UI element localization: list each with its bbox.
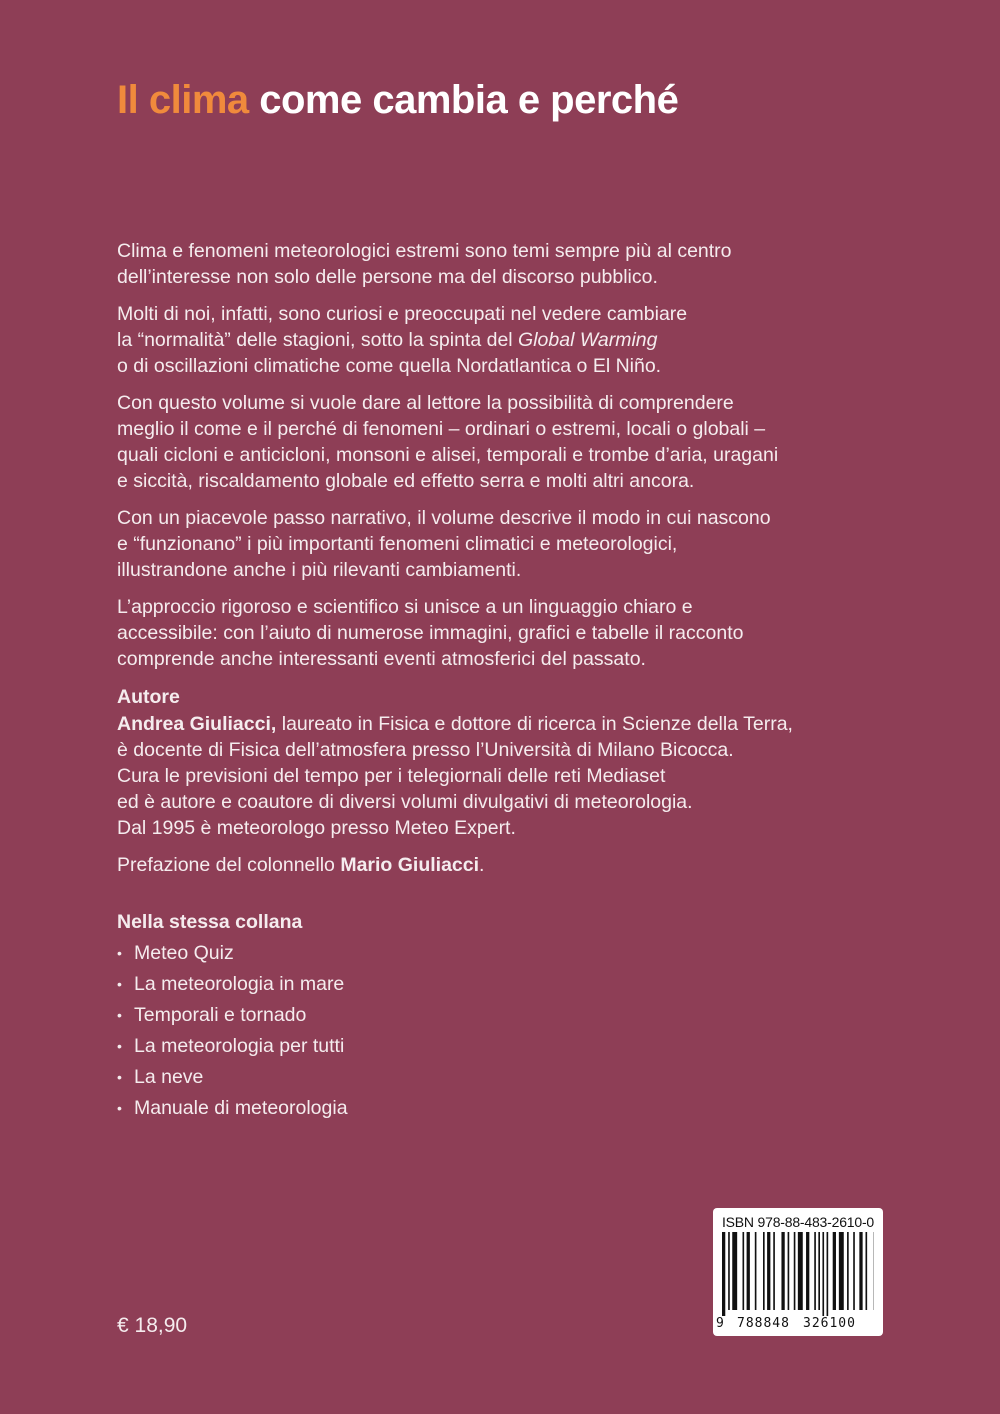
text-line: comprende anche interessanti eventi atmosferici del passato. — [117, 648, 646, 670]
series-list — [117, 938, 897, 1124]
barcode-bar — [747, 1232, 750, 1310]
series-title: La meteorologia per tutti — [134, 1035, 345, 1057]
series-title: Meteo Quiz — [134, 942, 234, 964]
text-line: accessibile: con l’aiuto di numerose immagini, grafici e tabelle il racconto — [117, 622, 744, 644]
series-heading: Nella stessa collana — [117, 911, 303, 933]
text-line: meglio il come e il perché di fenomeni – ordinari o estremi, locali o globali – — [117, 418, 766, 440]
text-segment: la “normalità” delle stagioni, sotto la spinta del — [117, 329, 519, 351]
barcode-bar — [839, 1232, 844, 1310]
list-item — [117, 1093, 897, 1124]
barcode-bar — [847, 1232, 849, 1310]
series-title: Manuale di meteorologia — [134, 1097, 348, 1119]
text-line: Con questo volume si vuole dare al lettore la possibilità di comprendere — [117, 392, 734, 414]
text-line: e siccità, riscaldamento globale ed effetto serra e molti altri ancora. — [117, 470, 695, 492]
barcode-bar — [794, 1232, 796, 1310]
description-paragraph-4 — [117, 505, 897, 583]
list-item — [117, 938, 897, 969]
barcode-bar — [853, 1232, 855, 1310]
barcode-bar — [755, 1232, 757, 1310]
barcode-bar — [773, 1232, 775, 1310]
list-item — [117, 1000, 897, 1031]
text-line: Molti di noi, infatti, sono curiosi e preoccupati nel vedere cambiare — [117, 303, 688, 325]
text-line: è docente di Fisica dell’atmosfera presso l’Università di Milano Bicocca. — [117, 739, 734, 761]
barcode-bar — [827, 1232, 829, 1316]
title-rest: come cambia e perché — [259, 78, 679, 122]
book-title — [117, 78, 678, 123]
text-segment: laureato in Fisica e dottore di ricerca in Scienze della Terra, — [276, 713, 793, 735]
series-title: La meteorologia in mare — [134, 973, 345, 995]
text-segment: Prefazione del colonnello — [117, 854, 341, 876]
preface-author-name: Mario Giuliacci — [340, 854, 480, 876]
price: € 18,90 — [117, 1314, 188, 1337]
preface-line — [117, 852, 897, 878]
bullet-icon: • — [117, 945, 122, 961]
bullet-icon: • — [117, 1069, 122, 1085]
isbn-label: ISBN 978-88-483-2610-0 — [721, 1214, 875, 1230]
barcode-bar — [763, 1232, 765, 1310]
italic-term: Global Warming — [518, 329, 658, 351]
barcode-bar — [781, 1232, 784, 1310]
title-accent: Il clima — [117, 78, 249, 122]
description-paragraph-1 — [117, 238, 897, 290]
text-segment: . — [479, 854, 485, 876]
list-item — [117, 1062, 897, 1093]
barcode-bar — [732, 1232, 737, 1310]
description-paragraph-2 — [117, 301, 897, 379]
list-item — [117, 1031, 897, 1062]
preface-credit — [117, 852, 897, 878]
text-line: o di oscillazioni climatiche come quella Nordatlantica o El Niño. — [117, 355, 662, 377]
barcode-bar — [743, 1232, 745, 1310]
description-paragraph-5 — [117, 594, 897, 672]
barcode-bar — [814, 1232, 816, 1310]
barcode-bar — [822, 1232, 824, 1316]
text-line: dell’interesse non solo delle persone ma del discorso pubblico. — [117, 266, 658, 288]
barcode-icon — [722, 1232, 874, 1316]
bullet-icon: • — [117, 1007, 122, 1023]
bullet-icon: • — [117, 976, 122, 992]
barcode-bar — [788, 1232, 790, 1310]
barcode-bar — [818, 1232, 820, 1310]
author-name: Andrea Giuliacci, — [117, 713, 277, 735]
text-line: Cura le previsioni del tempo per i telegiornali delle reti Mediaset — [117, 765, 666, 787]
back-cover-text — [117, 238, 897, 1124]
author-bio-first-line — [117, 711, 897, 737]
bullet-icon: • — [117, 1038, 122, 1054]
barcode-bar — [798, 1232, 803, 1310]
author-bio — [117, 711, 897, 841]
barcode-bar — [728, 1232, 730, 1310]
barcode-bar — [859, 1232, 862, 1310]
text-line: ed è autore e coautore di diversi volumi divulgativi di meteorologia. — [117, 791, 693, 813]
description-paragraph-3 — [117, 390, 897, 494]
isbn-barcode — [713, 1208, 883, 1336]
author-heading: Autore — [117, 686, 180, 708]
series-title: La neve — [134, 1066, 204, 1088]
list-item — [117, 969, 897, 1000]
text-line-with-italic — [117, 327, 897, 353]
barcode-bar — [806, 1232, 809, 1310]
text-line: e “funzionano” i più importanti fenomeni climatici e meteorologici, — [117, 533, 678, 555]
barcode-bar — [767, 1232, 770, 1310]
bullet-icon: • — [117, 1100, 122, 1116]
barcode-bar — [866, 1232, 868, 1310]
barcode-bar — [722, 1232, 725, 1316]
text-line: Clima e fenomeni meteorologici estremi sono temi sempre più al centro — [117, 240, 732, 262]
ean-right-digits: 326100 — [803, 1316, 856, 1331]
text-line: Dal 1995 è meteorologo presso Meteo Expert. — [117, 817, 516, 839]
barcode-bar — [833, 1232, 836, 1310]
text-line: quali cicloni e anticicloni, monsoni e alisei, temporali e trombe d’aria, uragani — [117, 444, 779, 466]
text-line: Con un piacevole passo narrativo, il volume descrive il modo in cui nascono — [117, 507, 771, 529]
text-line: L’approccio rigoroso e scientifico si unisce a un linguaggio chiaro e — [117, 596, 693, 618]
series-title: Temporali e tornado — [134, 1004, 307, 1026]
text-line: illustrandone anche i più rilevanti cambiamenti. — [117, 559, 522, 581]
ean-first-digit: 9 — [716, 1316, 725, 1331]
ean-left-digits: 788848 — [737, 1316, 790, 1331]
